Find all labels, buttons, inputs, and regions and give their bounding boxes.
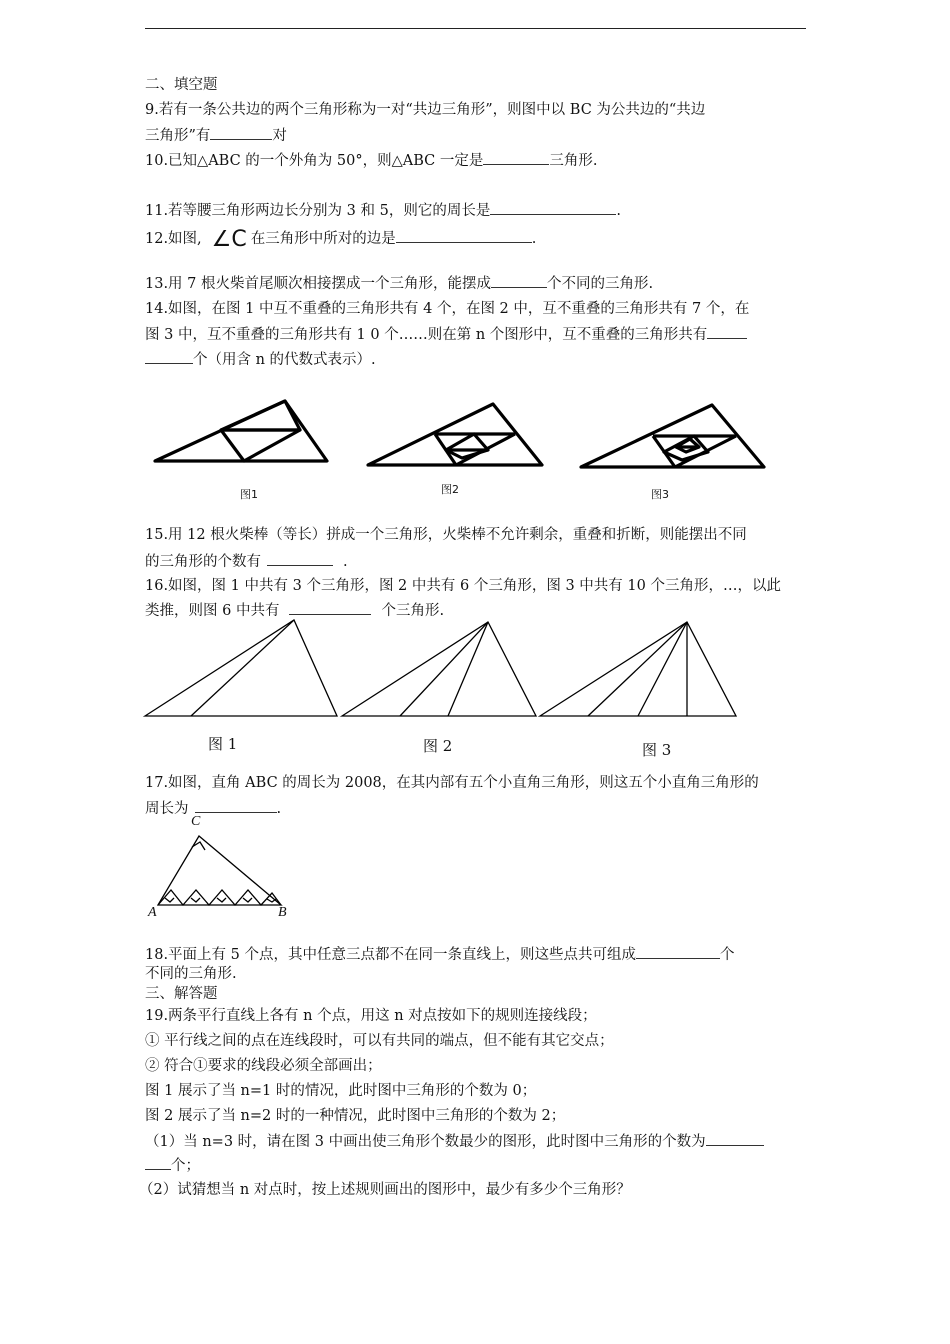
q19-part1-line1: （1）当 n=3 时，请在图 3 中画出使三角形个数最少的图形，此时图中三角形的个数为: [145, 1131, 764, 1152]
q18-line2: 不同的三角形.: [145, 966, 237, 982]
q18-line1: 18.平面上有 5 个点，其中任意三点都不在同一条直线上，则这些点共可组成 个: [145, 944, 735, 965]
q15-line1: 15.用 12 根火柴棒（等长）拼成一个三角形，火柴棒不允许剩余，重叠和折断，则能摆出不同: [145, 527, 747, 543]
q10-line: 10.已知△ABC 的一个外角为 50°，则△ABC 一定是 三角形.: [145, 150, 597, 171]
q19-part1-line2: 个；: [145, 1155, 200, 1176]
q16-line1: 16.如图，图 1 中共有 3 个三角形，图 2 中共有 6 个三角形，图 3 中共有 10 个三角形，…，以此: [145, 578, 781, 594]
q14-caption-2: 图2: [441, 483, 459, 496]
q9-line1: 9.若有一条公共边的两个三角形称为一对“共边三角形”，则图中以 BC 为公共边的“共边: [145, 102, 706, 118]
q14-caption-3: 图3: [651, 488, 669, 501]
q14-caption-1: 图1: [240, 488, 258, 501]
q15-line2: 的三角形的个数有 .: [145, 551, 348, 572]
q19-line1: 19.两条平行直线上各有 n 个点，用这 n 对点按如下的规则连接线段；: [145, 1008, 597, 1024]
q16-caption-2: 图 2: [423, 737, 453, 755]
q12-line: 12.如图, ∠C 在三角形中所对的边是 .: [145, 227, 537, 252]
q11-line: 11.若等腰三角形两边长分别为 3 和 5，则它的周长是 .: [145, 200, 621, 221]
section-answer-heading: 三、解答题: [145, 986, 218, 1002]
q19-part2-line: （2）试猜想当 n 对点时，按上述规则画出的图形中，最少有多少个三角形？: [139, 1182, 631, 1198]
q19-rule2: ② 符合①要求的线段必须全部画出；: [145, 1058, 382, 1074]
vertex-label-c: C: [191, 814, 201, 829]
section-fill-heading: 二、填空题: [145, 77, 218, 93]
q19-rule1: ① 平行线之间的点在连线段时，可以有共同的端点，但不能有其它交点；: [145, 1033, 614, 1049]
vertex-label-a: A: [148, 905, 157, 920]
q18-answer-blank[interactable]: [636, 944, 720, 959]
vertex-label-b: B: [278, 905, 287, 920]
q14-line2: 图 3 中，互不重叠的三角形共有 1 0 个……则在第 n 个图形中，互不重叠的三角形共有: [145, 324, 747, 345]
q14-line1: 14.如图，在图 1 中互不重叠的三角形共有 4 个，在图 2 中，互不重叠的三角形共有 7 个，在: [145, 301, 750, 317]
q13-line: 13.用 7 根火柴首尾顺次相接摆成一个三角形，能摆成 个不同的三角形.: [145, 273, 653, 294]
q19-fig1-note: 图 1 展示了当 n=1 时的情况，此时图中三角形的个数为 0；: [145, 1083, 537, 1099]
q19-answer-blank-a[interactable]: [706, 1131, 764, 1146]
angle-c-symbol: ∠C: [211, 227, 247, 252]
q19-answer-blank-b[interactable]: [145, 1155, 171, 1170]
q19-fig2-note: 图 2 展示了当 n=2 时的一种情况，此时图中三角形的个数为 2；: [145, 1108, 566, 1124]
q17-line1: 17.如图，直角 ABC 的周长为 2008，在其内部有五个小直角三角形，则这五个小直角三角形的: [145, 775, 759, 791]
q16-line2: 类推，则图 6 中共有 个三角形.: [145, 600, 444, 621]
q16-caption-1: 图 1: [208, 735, 238, 753]
q17-line2: 周长为 .: [145, 798, 281, 819]
q9-line2: 三角形”有 对: [145, 125, 287, 146]
q14-line3: 个（用含 n 的代数式表示）.: [145, 349, 376, 370]
q16-caption-3: 图 3: [642, 741, 672, 759]
